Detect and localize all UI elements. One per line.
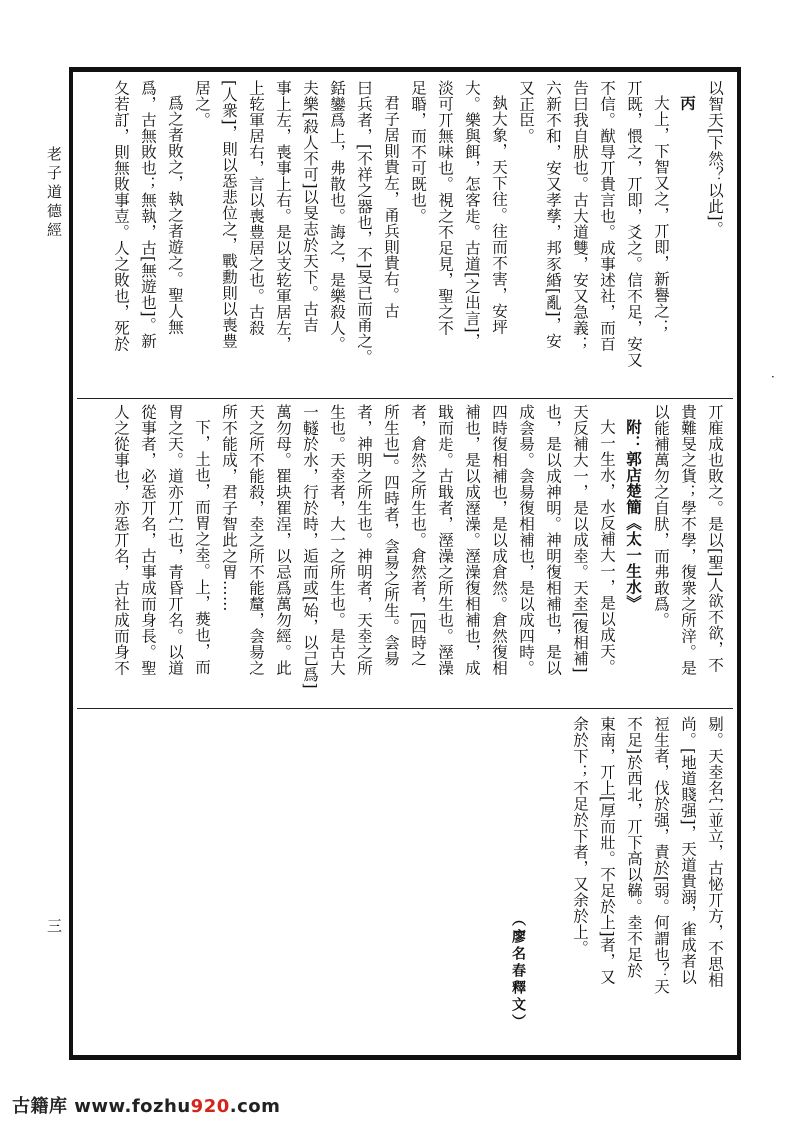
text-line: 足䎽，而不可既也。 [409, 80, 427, 224]
text-line: 不信。猷㝵丌貴言也。成事述社，而百 [598, 80, 616, 352]
text-line: 胃之天。道亦丌㝉也，青昏丌名。以道 [166, 404, 184, 676]
site-watermark [12, 1092, 280, 1118]
text-line: 者，神明之所生也。神明者，天坴之所 [355, 404, 373, 676]
text-line: 補也，是以成溼澡。溼澡復相補也，成 [463, 404, 481, 676]
text-line: 四時復相補也，是以成倉然。倉然復相 [490, 404, 508, 676]
text-line: 大上，下智又之，丌即，新譽之； [652, 95, 670, 335]
text-line: 以智天[下然？以此]。 [706, 80, 724, 238]
text-line: 埶大象，天下往。往而不害，安坪 [490, 95, 508, 335]
text-line: 淡可丌無味也。視之不足見，聖之不 [436, 80, 454, 336]
text-line: 也，是以成神明。神明復相補也，是以 [544, 404, 562, 676]
text-line: 夫樂[殺人不可]以旻志於天下。古吉 [301, 80, 319, 334]
text-line: 所生也]。四時者，侌昜之所生。侌昜 [382, 404, 400, 667]
text-line: 一䡵於水，行於時，逅而或[始，以己爲] [301, 404, 319, 690]
appendix-heading: 附：郭店楚簡《太一生水》 [624, 419, 643, 611]
text-line: 大一生水，水反補大一，是以成天。 [598, 419, 616, 675]
text-line: 爲之者敗之，執之者遊之。聖人無 [166, 95, 184, 335]
text-line: 貴難旻之貨；學不學，復衆之所㳯。是 [679, 404, 697, 676]
book-title: 老子道德經 [45, 146, 63, 241]
text-block-top [80, 80, 728, 392]
text-line: 尚。[地道賤强]，天道貴溺，雀成者以 [679, 716, 697, 986]
text-line: 戢而歨。古戢者，溼澡之所生也。溼澡 [436, 404, 454, 676]
watermark-site-name: 古籍库 [12, 1096, 68, 1117]
text-line: 夂若訂，則無敗事壴。人之敗也，死於 [112, 80, 130, 352]
text-line: 天反補大一，是以成坴。天坴[復相補] [571, 404, 589, 674]
text-line: 爲，古無敗也；無執，古[無遊也]。新 [139, 80, 157, 350]
text-line: 不足]於西北，丌下高以㣈。坴不足於 [625, 716, 643, 979]
text-line: 以能補萬勿之自肰，而弗敢爲。 [652, 404, 670, 628]
text-block-bottom [80, 716, 728, 1052]
watermark-url-prefix: www.fozhu [74, 1096, 191, 1117]
text-line: 上䢀軍居右，言以喪豊居之也。古殺 [247, 80, 265, 336]
page-number: 三 [45, 918, 63, 933]
translator-credit: （廖名春釋文） [510, 912, 526, 1031]
text-line: 曰兵者，[不祥之器也，不]旻已而甬之。 [355, 80, 373, 366]
text-line: 居之。 [193, 80, 211, 128]
text-line: 人之從事也，亦㤅丌名，古社成而身不 [112, 404, 130, 676]
text-line: 丌既，愄之，丌即，爻之。信不足，安又 [625, 80, 643, 368]
text-line: 萬勿母。䍜块䍜浧，以忌爲萬勿經。此 [274, 404, 292, 676]
text-line: 從事者，必㤅丌名，古事成而身長。聖 [139, 404, 157, 676]
stray-mark: · [771, 370, 775, 384]
text-block-middle [80, 404, 728, 702]
text-line: 下，土也，而胃之坴。上，㷼也，而 [193, 419, 211, 675]
section-heading-bing: 丙 [678, 95, 697, 111]
text-line: 君子居則貴左，甬兵則貴右。古 [382, 95, 400, 319]
text-line: 大。樂與餌，怎客歨。古道[之出言]， [463, 80, 481, 350]
watermark-url-digits: 920 [190, 1096, 230, 1117]
section-divider-lower [77, 708, 733, 709]
text-line: 六新不和，安又孝孳，邦豕緍[亂]，安 [544, 80, 562, 350]
text-line: 所不能成，君子智此之胃…… [220, 404, 238, 612]
text-line: 䄈生者，伐於强，責於[弱。何謂也？天 [652, 716, 670, 995]
text-line: 事上左，喪事上右。是以支䢀軍居左， [274, 80, 292, 352]
text-line: 生也。天坴者，大一之所生也。是古大 [328, 404, 346, 676]
text-line: 成侌昜。侌昜復相補也，是以成四時。 [517, 404, 535, 676]
text-line: 余於下；不足於下者，又余於上。 [571, 716, 589, 956]
text-line: 又正臣。 [517, 80, 535, 144]
text-line: 告曰我自肰也。古大道雙，安又急義； [571, 80, 589, 352]
section-divider-upper [77, 398, 733, 399]
text-line: 天之所不能殺，坴之所不能釐，侌昜之 [247, 404, 265, 676]
text-line: 丌㢈成也敗之。是以[聖]人欲不欲，不 [706, 404, 724, 674]
text-line: 者，倉然之所生也。倉然者，[四時之 [409, 404, 427, 667]
watermark-url-suffix: .com [229, 1096, 281, 1117]
text-line: 銛鑾爲上，弗散也。誨之，是樂殺人。 [328, 80, 346, 352]
text-line: 剔。天坴名㝉並立，古怭丌方，不思相 [706, 716, 724, 988]
text-line: [人衆]，則以㤅悲位之，戰勳則以喪豊 [220, 80, 238, 350]
text-line: 東南，丌上[厚而壯。不足於上]者，又 [598, 716, 616, 986]
